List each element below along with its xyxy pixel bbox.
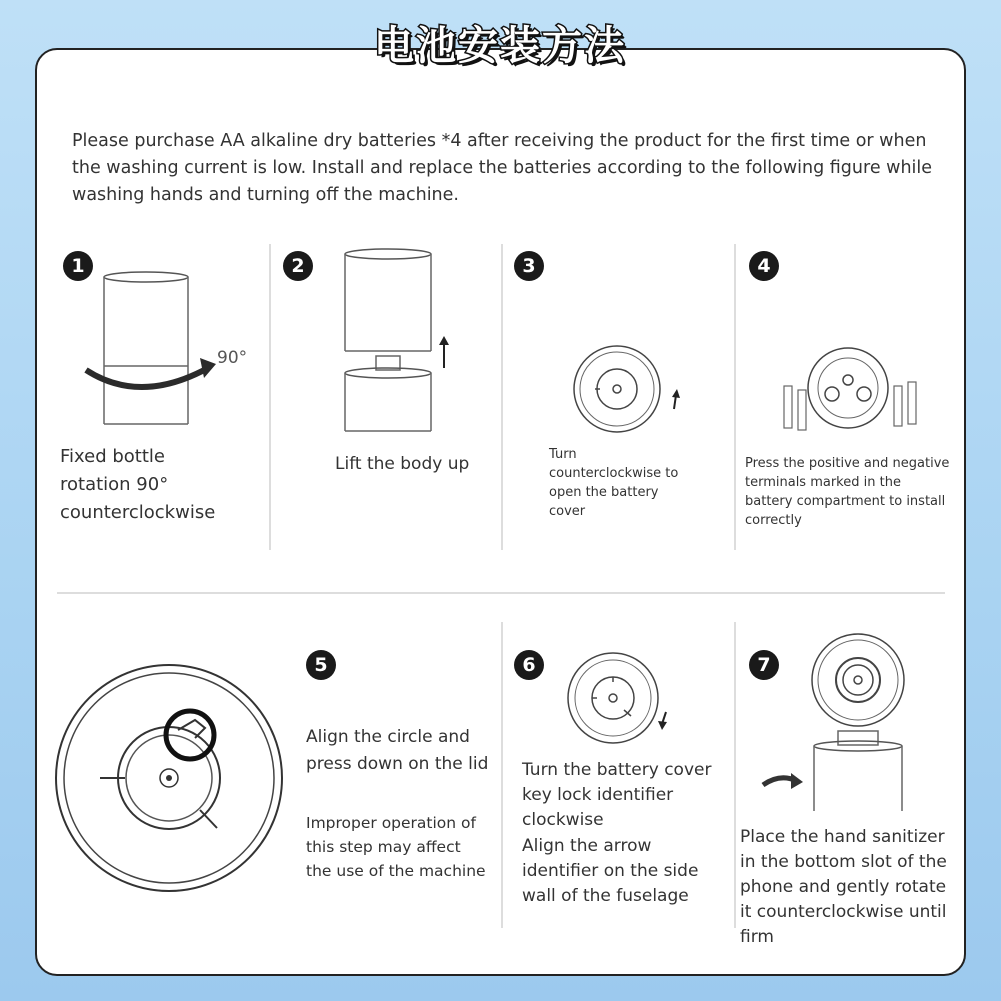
step-number: 4 (749, 251, 779, 281)
step-text-secondary: Align the arrow identifier on the side wall of the fuselage (522, 836, 699, 906)
battery-compartment-illustration (780, 344, 930, 434)
lift-body-illustration (340, 248, 460, 438)
step-text: Turn counterclockwise to open the battery cover (549, 447, 679, 519)
column-divider (734, 622, 736, 928)
step-text: Lift the body up (335, 454, 470, 474)
row-divider (57, 592, 945, 594)
column-divider (501, 244, 503, 550)
step-number: 6 (514, 650, 544, 680)
step-number: 2 (283, 251, 313, 281)
step-number: 7 (749, 650, 779, 680)
column-divider (501, 622, 503, 928)
step-text: Place the hand sanitizer in the bottom slot of the phone and gently rotate it counterclockwise until firm (740, 827, 947, 947)
angle-label: 90° (217, 348, 248, 368)
page-title: 电池安装方法 (374, 23, 626, 69)
column-divider (734, 244, 736, 550)
lid-align-illustration (55, 660, 295, 900)
step-text: Press the positive and negative terminals marked in the battery compartment to install correctly (745, 456, 950, 528)
step-note: Improper operation of this step may affect the use of the machine (306, 814, 486, 880)
step-text: Turn the battery cover key lock identifier clockwise (522, 760, 712, 830)
battery-cover-illustration (570, 345, 690, 440)
step-number: 1 (63, 251, 93, 281)
step-text: Fixed bottle rotation 90° counterclockwise (60, 446, 216, 523)
column-divider (269, 244, 271, 550)
step-number: 3 (514, 251, 544, 281)
bottle-insert-illustration (755, 633, 925, 813)
step-number: 5 (306, 650, 336, 680)
step-text: Align the circle and press down on the lid (306, 727, 489, 774)
intro-text: Please purchase AA alkaline dry batteries *4 after receiving the product for the first time or when the washing current is low. Install and replace the batteries according to the following figure while washing hands and turning off the machine. (72, 131, 933, 205)
key-lock-illustration (566, 652, 676, 747)
